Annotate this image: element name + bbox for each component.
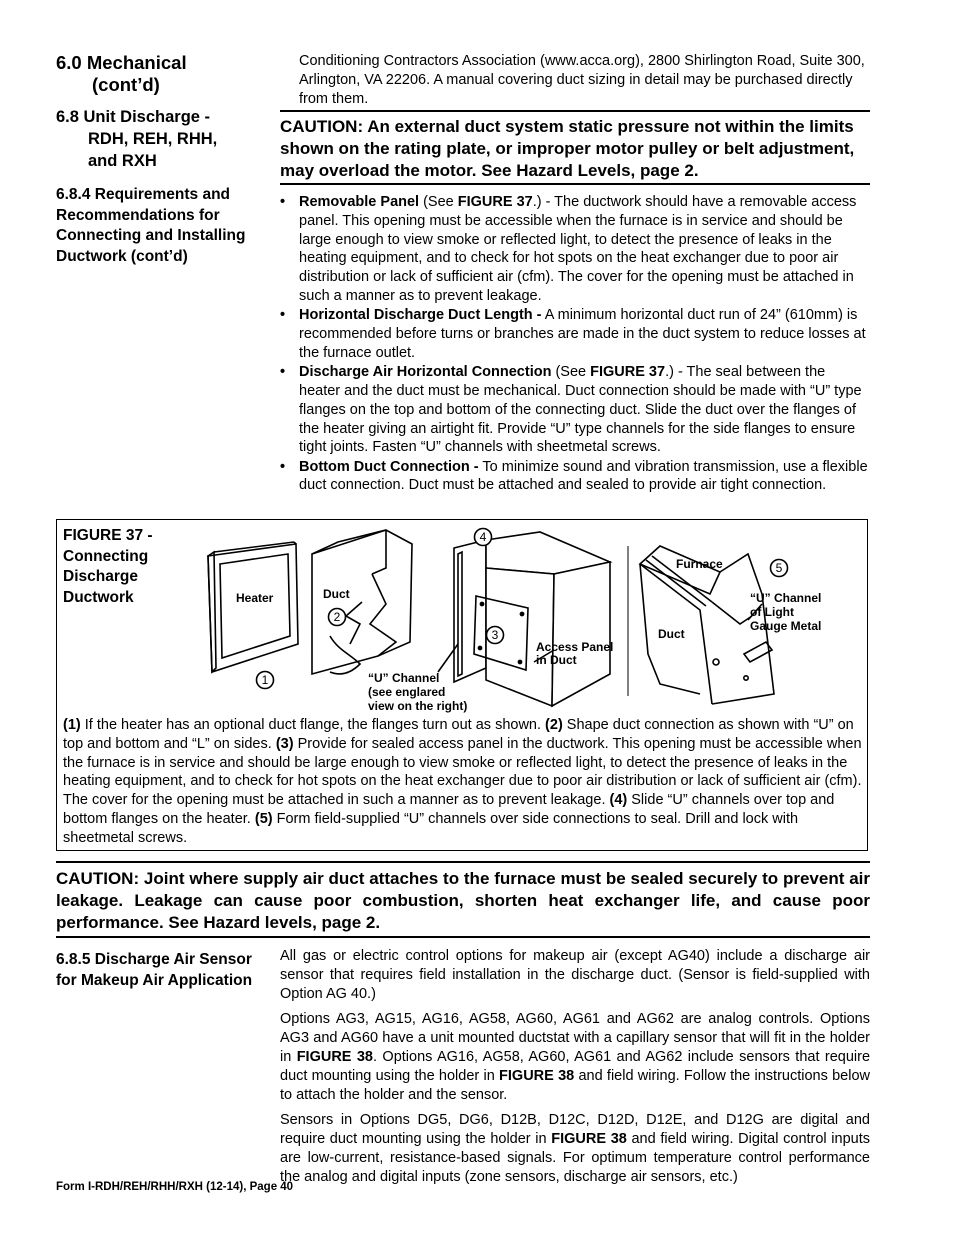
paragraph-3 — [280, 1111, 870, 1186]
heater-drawing — [208, 542, 298, 672]
text: Sensors in Options DG5, DG6, D12B, D12C, D12D, D12E, and D12G are digital and require duct mounting using the holder in — [280, 1112, 870, 1148]
item-pre: (See — [551, 364, 591, 381]
text: and field wiring. Follow the instructions below to attach the holder and the sensor. — [280, 1067, 870, 1103]
caption-number: (4) — [609, 792, 628, 809]
callout-1: 1 — [261, 673, 269, 687]
list-item — [280, 458, 870, 496]
figure-ref: FIGURE 38 — [551, 1131, 627, 1148]
access-panel-drawing — [438, 532, 610, 706]
label-u-channel-metal-3: Gauge Metal — [750, 619, 822, 633]
paragraph-2 — [280, 1010, 870, 1104]
label-access-panel-1: Access Panel — [536, 640, 614, 654]
item-text: .) - The seal between the heater and the duct must be mechanical. Duct connection should be made with “U” type flanges on the top and bottom of the connecting duct. Slide the duct over the flanges of the heater giving an airtight fit. Provide “U” type channels for the side flanges to ensure tight joints. Fasten “U” channels with sheetmetal screws. — [299, 364, 862, 456]
item-label: Bottom Duct Connection - — [299, 458, 479, 475]
subsection-title — [56, 106, 217, 172]
text: . Options AG16, AG58, AG60, AG61 and AG62 include sensors that require duct mounting using the holder in — [280, 1048, 871, 1084]
callout-2: 2 — [333, 610, 341, 624]
figure-ref: FIGURE 38 — [499, 1067, 575, 1084]
caption-number: (1) — [63, 717, 81, 733]
subsection-title-line1: 6.8 Unit Discharge - — [56, 108, 211, 126]
divider — [56, 861, 870, 863]
figure-caption — [63, 716, 863, 848]
label-u-channel-2: (see englared — [368, 685, 446, 699]
bullet-marker: • — [280, 364, 286, 381]
item-label: Discharge Air Horizontal Connection — [299, 364, 552, 381]
section-title-line2: (cont’d) — [92, 74, 160, 95]
list-item — [280, 363, 870, 457]
figure-title: FIGURE 37 - Connecting Discharge Ductwork — [63, 527, 153, 606]
caption-number: (2) — [545, 717, 563, 733]
caption-text: Form field-supplied “U” channels over side connections to seal. Drill and lock with sheetmetal screws. — [63, 810, 799, 846]
ductwork-diagram — [200, 524, 864, 716]
item-label: Horizontal Discharge Duct Length - — [299, 307, 542, 324]
section-title-line1: 6.0 Mechanical — [56, 52, 187, 73]
page-footer: Form I-RDH/REH/RHH/RXH (12-14), Page 40 — [56, 1181, 294, 1193]
bullet-marker: • — [280, 194, 286, 210]
subsection-title-line3: and RXH — [88, 152, 157, 170]
subsubsection-title: 6.8.4 Requirements and Recommendations for Connecting and Installing Ductwork (cont’d) — [56, 186, 246, 265]
section-title — [56, 52, 187, 96]
label-duct-right: Duct — [658, 627, 685, 641]
callout-3: 3 — [491, 628, 499, 642]
label-u-channel-1: “U” Channel — [368, 671, 440, 685]
divider — [280, 110, 870, 112]
caption-text: Slide “U” channels over top and bottom flanges on the heater. — [63, 792, 835, 827]
caution-static-pressure: CAUTION: An external duct system static pressure not within the limits shown on the rating plate, or improper motor pulley or belt adjustment, may overload the motor. See Hazard Levels, page 2. — [280, 117, 855, 180]
bullet-marker: • — [280, 458, 286, 475]
section-6-8-5-heading: 6.8.5 Discharge Air Sensor for Makeup Air Application — [56, 951, 253, 989]
requirements-list — [280, 193, 870, 496]
intro-paragraph: Conditioning Contractors Association (www.acca.org), 2800 Shirlington Road, Suite 300, Arlington, VA 22206. A manual covering duct sizing in detail may be purchased directly from them. — [299, 53, 865, 107]
paragraph-1: All gas or electric control options for makeup air (except AG40) include a discharge air sensor that requires field installation in the discharge duct. (Sensor is field-supplied with Option AG 40.) — [280, 948, 870, 1002]
label-furnace: Furnace — [676, 557, 723, 571]
caption-text: Provide for sealed access panel in the ductwork. This opening must be accessible when the furnace is in service and should be large enough to view smoke or reflected light, to detect the presence of leaks in the heating equipment, and to check for hot spots on the heat exchanger due to poor air distribution or lack of sufficient air (cfm). The cover for the opening must be attached in such a manner as to prevent leakage. — [63, 735, 862, 809]
caption-text: If the heater has an optional duct flange, the flanges turn out as shown. — [80, 717, 546, 733]
caption-number: (3) — [275, 735, 294, 752]
callout-5: 5 — [775, 561, 783, 575]
caption-text: Shape duct connection as shown with “U” on top and bottom and “L” on sides. — [63, 717, 854, 752]
caption-number: (5) — [254, 810, 273, 827]
label-u-channel-metal-1: “U” Channel — [750, 591, 822, 605]
figure-ref: FIGURE 38 — [296, 1048, 373, 1065]
label-u-channel-3: view on the right) — [368, 699, 468, 713]
item-text: To minimize sound and vibration transmission, use a flexible duct connection. Duct must be attached and sealed to provide air tight connection. — [299, 458, 868, 494]
caution-joint-seal: CAUTION: Joint where supply air duct attaches to the furnace must be sealed securely to prevent air leakage. Leakage can cause poor combustion, shorten heat exchanger life, and cause poor performance. See Hazard levels, page 2. — [56, 869, 870, 932]
subsection-title-line2: RDH, REH, RHH, — [88, 130, 218, 148]
list-item — [280, 193, 870, 306]
text: and field wiring. Digital control inputs are low-current, resistance-based signals. For optimum temperature control performance the analog and digital inputs (zone sensors, discharge air sensors, etc.) — [280, 1131, 871, 1185]
divider — [280, 183, 870, 185]
figure-ref: FIGURE 37 — [590, 364, 666, 381]
figure-ref: FIGURE 37 — [457, 194, 533, 210]
section-6-8-5-body — [280, 947, 870, 1194]
item-text: .) - The ductwork should have a removable access panel. This opening must be accessible when the furnace is in service and should be large enough to view smoke or reflected light, to detect the presence of leaks in the heating equipment, and to check for hot spots on the heat exchanger due to poor air distribution or lack of sufficient air (cfm). The cover for the opening must be attached in such a manner as to prevent leakage. — [299, 194, 857, 304]
item-label: Removable Panel — [299, 194, 420, 210]
duct-drawing — [312, 530, 412, 674]
label-heater: Heater — [236, 591, 274, 605]
item-text: A minimum horizontal duct run of 24” (610mm) is recommended before turns or branches are made in the duct system to reduce losses at the furnace outlet. — [299, 307, 866, 361]
bullet-marker: • — [280, 307, 286, 324]
list-item — [280, 306, 870, 362]
callout-4: 4 — [479, 530, 487, 544]
label-access-panel-2: in Duct — [536, 653, 577, 667]
divider — [56, 936, 870, 938]
item-pre: (See — [419, 194, 458, 210]
label-u-channel-metal-2: of Light — [750, 605, 794, 619]
label-duct: Duct — [323, 587, 350, 601]
text: Options AG3, AG15, AG16, AG58, AG60, AG61 and AG62 are analog controls. Options AG3 and AG60 have a unit mounted ductstat with a capillary sensor that will fit in the holder in — [280, 1011, 870, 1065]
